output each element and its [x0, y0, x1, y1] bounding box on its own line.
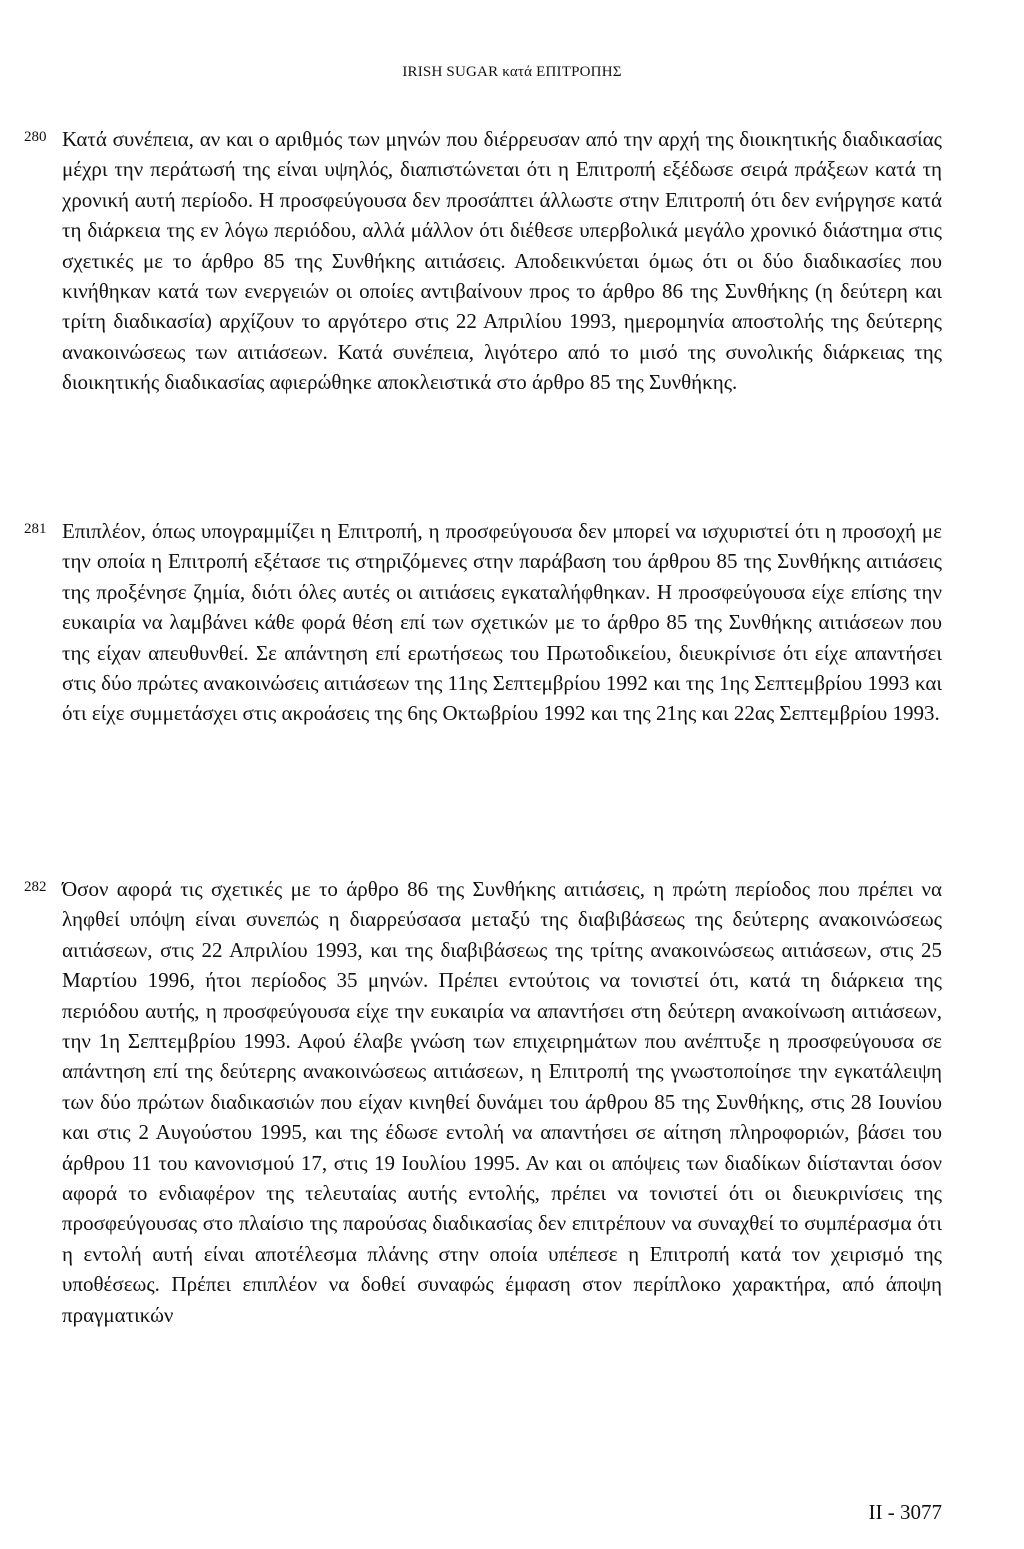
- paragraph-text: Όσον αφορά τις σχετικές με το άρθρο 86 της Συνθήκης αιτιάσεις, η πρώτη περίοδος που πρέπει να ληφθεί υπόψη είναι συνεπώς η διαρρεύσασα μεταξύ της διαβιβάσεως της δεύτερης ανακοινώσεως αιτιάσεων, στις 22 Απριλίου 1993, και της διαβιβάσεως της τρίτης ανακοινώσεως αιτιάσεων, στις 25 Μαρτίου 1996, ήτοι περίοδος 35 μηνών. Πρέπει εντούτοις να τονιστεί ότι, κατά τη διάρκεια της περιόδου αυτής, η προσφεύγουσα είχε την ευκαιρία να απαντήσει στη δεύτερη ανακοίνωση αιτιάσεων, την 1η Σεπτεμβρίου 1993. Αφού έλαβε γνώση των επιχειρημάτων που ανέπτυξε η προσφεύγουσα σε απάντηση επί της δεύτερης ανακοινώσεως αιτιάσεων, η Επιτροπή της γνωστοποίησε την εγκατάλειψη των δύο πρώτων διαδικασιών που είχαν κινηθεί δυνάμει του άρθρου 85 της Συνθήκης, στις 28 Ιουνίου και στις 2 Αυγούστου 1995, και της έδωσε εντολή να απαντήσει σε αίτηση πληροφοριών, βάσει του άρθρου 11 του κανονισμού 17, στις 19 Ιουλίου 1995. Αν και οι απόψεις των διαδίκων διίστανται όσον αφορά το ενδιαφέρον της τελευταίας αυτής εντολής, πρέπει να τονιστεί ότι οι διευκρινίσεις της προσφεύγουσας στο πλαίσιο της παρούσας διαδικασίας δεν επιτρέπουν να συναχθεί το συμπέρασμα ότι η εντολή αυτή είναι αποτέλεσμα πλάνης στην οποία υπέπεσε η Επιτροπή κατά τον χειρισμό της υποθέσεως. Πρέπει επιπλέον να δοθεί συναφώς έμφαση στον περίπλοκο χαρακτήρα, από άποψη πραγματικών: [62, 877, 942, 1327]
- paragraph-number: 280: [24, 129, 47, 145]
- paragraph-number: 281: [24, 521, 47, 537]
- page-number: II - 3077: [868, 1500, 942, 1524]
- paragraph-text: Επιπλέον, όπως υπογραμμίζει η Επιτροπή, η προσφεύγουσα δεν μπορεί να ισχυριστεί ότι η προσοχή με την οποία η Επιτροπή εξέτασε τις στηριζόμενες στην παράβαση του άρθρου 85 της Συνθήκης αιτιάσεις της προξένησε ζημία, διότι όλες αυτές οι αιτιάσεις εγκαταλήφθηκαν. Η προσφεύγουσα είχε επίσης την ευκαιρία να λαμβάνει κάθε φορά θέση επί των σχετικών με το άρθρο 85 της Συνθήκης αιτιάσεων που της είχαν απευθυνθεί. Σε απάντηση επί ερωτήσεως του Πρωτοδικείου, διευκρίνισε ότι είχε απαντήσει στις δύο πρώτες ανακοινώσεις αιτιάσεων της 11ης Σεπτεμβρίου 1992 και της 1ης Σεπτεμβρίου 1993 και ότι είχε συμμετάσχει στις ακροάσεις της 6ης Οκτωβρίου 1992 και της 21ης και 22ας Σεπτεμβρίου 1993.: [62, 519, 942, 726]
- paragraph-text: Κατά συνέπεια, αν και ο αριθμός των μηνών που διέρρευσαν από την αρχή της διοικητικής διαδικασίας μέχρι την περάτωσή της είναι υψηλός, διαπιστώνεται ότι η Επιτροπή εξέδωσε σειρά πράξεων κατά τη χρονική αυτή περίοδο. Η προσφεύγουσα δεν προσάπτει άλλωστε στην Επιτροπή ότι δεν ενήργησε κατά τη διάρκεια της εν λόγω περιόδου, αλλά μάλλον ότι διέθεσε υπερβολικά μεγάλο χρονικό διάστημα στις σχετικές με το άρθρο 85 της Συνθήκης αιτιάσεις. Αποδεικνύεται όμως ότι οι δύο διαδικασίες που κινήθηκαν κατά των ενεργειών οι οποίες αντιβαίνουν προς το άρθρο 86 της Συνθήκης (η δεύτερη και τρίτη διαδικασία) αρχίζουν το αργότερο στις 22 Απριλίου 1993, ημερομηνία αποστολής της δεύτερης ανακοινώσεως των αιτιάσεων. Κατά συνέπεια, λιγότερο από το μισό της συνολικής διάρκειας της διοικητικής διαδικασίας αφιερώθηκε αποκλειστικά στο άρθρο 85 της Συνθήκης.: [62, 127, 942, 395]
- running-header: IRISH SUGAR κατά ΕΠΙΤΡΟΠΗΣ: [402, 64, 622, 80]
- paragraph-number: 282: [24, 879, 47, 895]
